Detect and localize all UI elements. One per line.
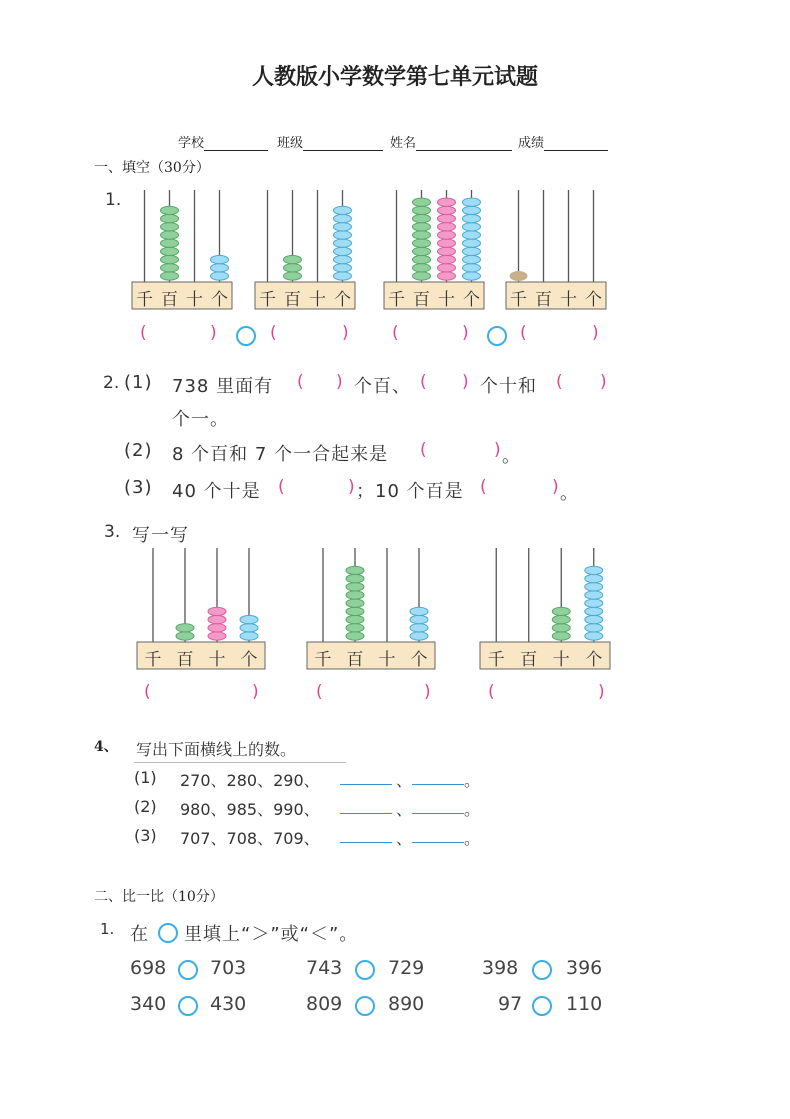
q4-row-end: 。 [464, 800, 481, 819]
abacus-bead [463, 264, 481, 272]
abacus-bead [161, 255, 179, 263]
abacus-bead [413, 206, 431, 214]
abacus-bead [585, 607, 603, 615]
abacus-bead [161, 206, 179, 214]
compare-right-number: 890 [388, 993, 425, 1015]
abacus-bead [413, 223, 431, 231]
q1-answer-1-open[interactable]: ( [140, 323, 147, 343]
q3-answer-3-open[interactable]: ( [488, 682, 495, 702]
q2-part1-text-a: 738 里面有 [172, 376, 274, 397]
q1-number: 1. [105, 190, 122, 210]
compare-right-number: 396 [566, 957, 603, 979]
abacus-bead [463, 206, 481, 214]
q4-row-separator: 、 [396, 829, 413, 848]
abacus-bead [211, 264, 229, 272]
abacus-bead [438, 247, 456, 255]
q2-part2-blank-open[interactable]: ( [420, 440, 427, 460]
q4-row-end: 。 [464, 829, 481, 848]
abacus-bead [176, 624, 194, 632]
q5-number: 1. [100, 920, 115, 938]
compare-left-number: 398 [482, 957, 519, 979]
abacus-bead [585, 574, 603, 582]
abacus-bead [438, 206, 456, 214]
abacus-bead [211, 272, 229, 280]
abacus-bead [284, 264, 302, 272]
compare-right-number: 729 [388, 957, 425, 979]
place-label: 千 [259, 290, 276, 310]
q3-answer-2-open[interactable]: ( [316, 682, 323, 702]
abacus-bead [413, 231, 431, 239]
abacus-bead [211, 255, 229, 263]
place-label: 百 [535, 290, 552, 310]
abacus-bead [463, 198, 481, 206]
abacus-bead [161, 223, 179, 231]
abacus-bead [334, 247, 352, 255]
compare-left-number: 743 [306, 957, 343, 979]
abacus-bead [334, 223, 352, 231]
abacus-bead [208, 624, 226, 632]
q4-row-index: (1) [134, 768, 157, 787]
abacus-bead [463, 214, 481, 222]
school-text: 学校 [178, 136, 205, 151]
place-label: 十 [560, 290, 577, 310]
abacus-bead [346, 615, 364, 623]
abacus-bead [438, 239, 456, 247]
place-label: 个 [211, 290, 228, 310]
q4-number: 4、 [94, 739, 118, 755]
compare-left-number: 698 [130, 957, 167, 979]
abacus-bead [552, 615, 570, 623]
abacus-bead [438, 264, 456, 272]
abacus-bead [334, 272, 352, 280]
q3-text: 写一写 [132, 525, 189, 546]
q1-compare-circle-1[interactable] [236, 326, 256, 346]
q4-answer-blank-2[interactable] [412, 784, 464, 785]
abacus-bead [438, 255, 456, 263]
abacus-bead [161, 272, 179, 280]
compare-circle[interactable] [355, 960, 375, 980]
q2-part1-blank-2-open[interactable]: ( [420, 372, 427, 392]
section-1-heading: 一、填空（30分） [94, 160, 210, 176]
abacus-bead [161, 247, 179, 255]
q2-part1-blank-3-open[interactable]: ( [556, 372, 563, 392]
q4-row-separator: 、 [396, 800, 413, 819]
name-text: 姓名 [390, 136, 417, 151]
place-label: 千 [487, 650, 505, 670]
compare-right-number: 430 [210, 993, 247, 1015]
abacus-bead [463, 239, 481, 247]
abacus-bead [208, 632, 226, 640]
abacus-bead [585, 624, 603, 632]
q2-part1-text-c: 个十和 [480, 376, 537, 397]
abacus-bead [161, 231, 179, 239]
abacus-bead [585, 566, 603, 574]
q1-answer-4-open[interactable]: ( [520, 323, 527, 343]
place-label: 百 [520, 650, 538, 670]
place-label: 千 [388, 290, 405, 310]
q2-part2-end: 。 [502, 446, 521, 467]
abacus-bead [346, 574, 364, 582]
abacus-bead [284, 255, 302, 263]
abacus-bead [346, 632, 364, 640]
section-2-heading: 二、比一比（10分） [94, 889, 224, 905]
place-label: 十 [208, 650, 226, 670]
place-label: 百 [284, 290, 301, 310]
place-label: 十 [552, 650, 570, 670]
abacus-bead [346, 607, 364, 615]
abacus-bead [463, 231, 481, 239]
q1-compare-circle-2[interactable] [487, 326, 507, 346]
q2-part3-index: (3) [124, 477, 153, 498]
q4-answer-blank-1[interactable] [340, 842, 392, 843]
abacus-bead [438, 231, 456, 239]
place-label: 百 [413, 290, 430, 310]
place-label: 个 [410, 650, 428, 670]
abacus-bead [410, 615, 428, 623]
place-label: 十 [309, 290, 326, 310]
q3-answer-2-close: ) [424, 682, 431, 702]
q1-answer-4-close: ) [592, 323, 599, 343]
q4-row-separator: 、 [396, 771, 413, 790]
q2-part3-blank-1-close: ) [348, 477, 355, 497]
abacus-bead [552, 632, 570, 640]
abacus-bead [438, 198, 456, 206]
abacus-bead [240, 615, 258, 623]
q2-part1-index: (1) [124, 372, 153, 393]
q3-answer-3-close: ) [598, 682, 605, 702]
abacus-bead [161, 264, 179, 272]
abacus-bead [438, 272, 456, 280]
compare-circle[interactable] [355, 996, 375, 1016]
q4-row-sequence: 270、280、290、 [180, 771, 320, 790]
abacus-bead [334, 231, 352, 239]
q4-text: 写出下面横线上的数。 [136, 740, 297, 759]
compare-left-number: 340 [130, 993, 167, 1015]
q4-answer-blank-2[interactable] [412, 813, 464, 814]
abacus-bead [585, 599, 603, 607]
abacus-bead [284, 272, 302, 280]
q2-part3-text-a: 40 个十是 [172, 481, 261, 502]
q2-part1-blank-1-close: ) [336, 372, 343, 392]
abacus-bead [346, 583, 364, 591]
q5-example-circle [158, 923, 178, 943]
q2-part3-end: 。 [560, 483, 579, 504]
place-label: 百 [161, 290, 178, 310]
q1-answer-3-open[interactable]: ( [392, 323, 399, 343]
abacus-bead [410, 607, 428, 615]
place-label: 个 [585, 290, 602, 310]
q1-answer-1-close: ) [210, 323, 217, 343]
compare-left-number: 809 [306, 993, 343, 1015]
abacus-bead [463, 272, 481, 280]
place-label: 千 [136, 290, 153, 310]
abacus-bead [413, 214, 431, 222]
q4-divider [134, 762, 346, 763]
q2-part1-blank-1-open[interactable]: ( [297, 372, 304, 392]
q3-answer-1-close: ) [252, 682, 259, 702]
abacus-bead [334, 255, 352, 263]
q2-part1-blank-3-close: ) [600, 372, 607, 392]
q2-part2-index: (2) [124, 440, 153, 461]
q2-part1-blank-2-close: ) [462, 372, 469, 392]
abacus-bead [334, 214, 352, 222]
abacus-bead [552, 607, 570, 615]
abacus-bead [413, 255, 431, 263]
abacus-bead [208, 615, 226, 623]
abacus-bead [413, 264, 431, 272]
abacus-bead [585, 583, 603, 591]
place-label: 个 [240, 650, 258, 670]
compare-right-number: 110 [566, 993, 603, 1015]
abacus-bead [413, 247, 431, 255]
abacus-bead [346, 566, 364, 574]
abacus-bead [334, 206, 352, 214]
q5-text-b: 里填上“＞”或“＜”。 [184, 924, 359, 945]
abacus-bead [438, 223, 456, 231]
abacus-bead [410, 632, 428, 640]
place-label: 千 [314, 650, 332, 670]
q2-part3-text-b: ；10 个百是 [356, 481, 464, 502]
q2-part3-blank-2-open[interactable]: ( [480, 477, 487, 497]
abacus-bead [176, 632, 194, 640]
q2-part3-blank-2-close: ) [552, 477, 559, 497]
compare-circle[interactable] [532, 996, 552, 1016]
place-label: 个 [334, 290, 351, 310]
page-title: 人教版小学数学第七单元试题 [251, 64, 538, 90]
abacus-bead [208, 607, 226, 615]
abacus-pebble [510, 271, 528, 281]
q5-text-a: 在 [130, 924, 149, 945]
place-label: 十 [186, 290, 203, 310]
q2-part2-text: 8 个百和 7 个一合起来是 [172, 444, 389, 465]
abacus-bead [463, 247, 481, 255]
abacus-bead [413, 272, 431, 280]
abacus-bead [346, 599, 364, 607]
place-label: 千 [510, 290, 527, 310]
place-label: 百 [346, 650, 364, 670]
abacus-bead [410, 624, 428, 632]
place-label: 千 [144, 650, 162, 670]
abacus-bead [585, 591, 603, 599]
q1-answer-2-open[interactable]: ( [270, 323, 277, 343]
abacus-bead [463, 223, 481, 231]
abacus-bead [334, 264, 352, 272]
place-label: 个 [463, 290, 480, 310]
q4-answer-blank-1[interactable] [340, 784, 392, 785]
abacus-bead [438, 214, 456, 222]
q2-part3-blank-1-open[interactable]: ( [278, 477, 285, 497]
q2-part1-text-b: 个百、 [354, 376, 411, 397]
abacus-bead [334, 239, 352, 247]
abacus-bead [585, 632, 603, 640]
compare-circle[interactable] [532, 960, 552, 980]
abacus-bead [240, 632, 258, 640]
abacus-bead [161, 214, 179, 222]
q1-answer-3-close: ) [462, 323, 469, 343]
abacus-bead [463, 255, 481, 263]
class-text: 班级 [277, 136, 304, 151]
place-label: 百 [176, 650, 194, 670]
abacus-bead [585, 615, 603, 623]
compare-left-number: 97 [498, 993, 523, 1015]
compare-circle[interactable] [178, 960, 198, 980]
abacus-bead [552, 624, 570, 632]
compare-right-number: 703 [210, 957, 247, 979]
place-label: 十 [378, 650, 396, 670]
q4-answer-blank-2[interactable] [412, 842, 464, 843]
q2-number: 2. [103, 373, 120, 393]
abacus-bead [346, 624, 364, 632]
q1-answer-2-close: ) [342, 323, 349, 343]
compare-circle[interactable] [178, 996, 198, 1016]
q2-part1-text-d: 个一。 [172, 409, 229, 430]
abacus-bead [240, 624, 258, 632]
score-text: 成绩 [518, 136, 545, 151]
q4-row-index: (2) [134, 797, 157, 816]
abacus-bead [413, 239, 431, 247]
q4-row-index: (3) [134, 826, 157, 845]
place-label: 十 [438, 290, 455, 310]
q2-part2-blank-close: ) [494, 440, 501, 460]
place-label: 个 [585, 650, 603, 670]
abacus-bead [413, 198, 431, 206]
q4-row-sequence: 707、708、709、 [180, 829, 320, 848]
abacus-bead [161, 239, 179, 247]
q4-row-end: 。 [464, 771, 481, 790]
q4-answer-blank-1[interactable] [340, 813, 392, 814]
abacus-bead [346, 591, 364, 599]
q3-answer-1-open[interactable]: ( [144, 682, 151, 702]
q3-number: 3. [104, 522, 121, 542]
q4-row-sequence: 980、985、990、 [180, 800, 320, 819]
